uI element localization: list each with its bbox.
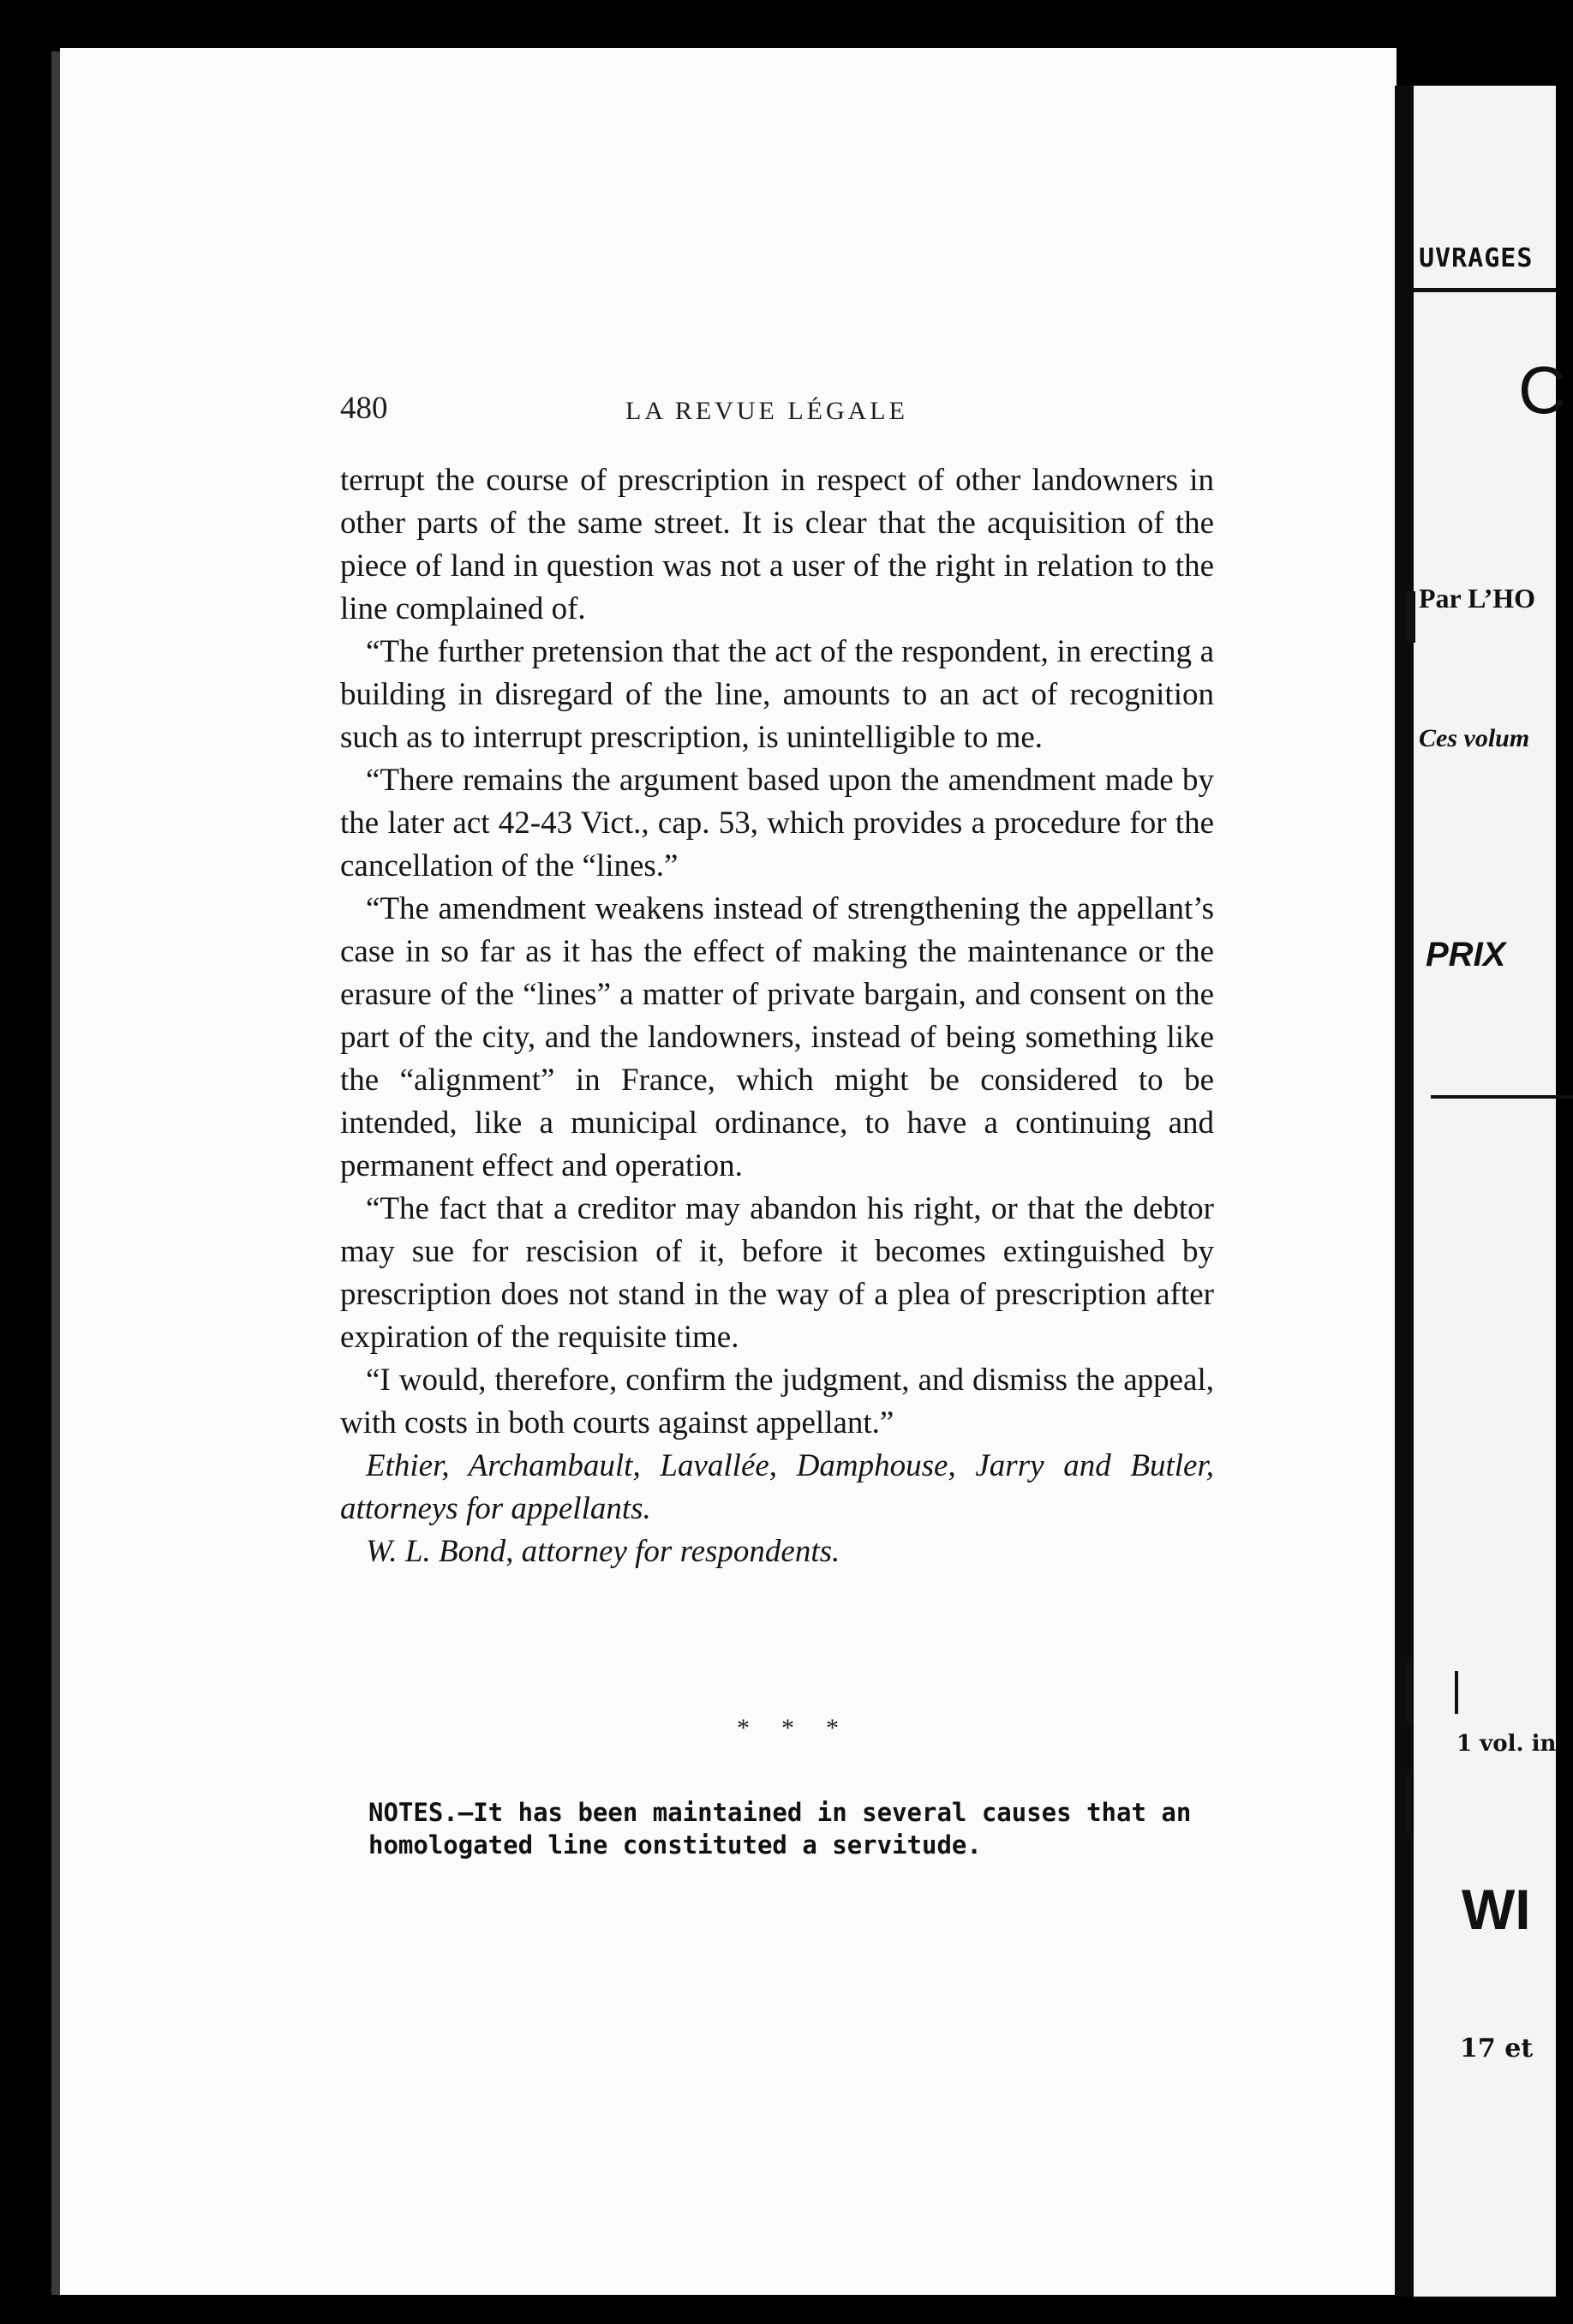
notes-text: —It has been maintained in several causes that an homologated line constituted a servitude. xyxy=(368,1798,1192,1860)
attorneys-appellants: Ethier, Archambault, Lavallée, Damphouse, Jarry and Butler, attorneys for appellants. xyxy=(340,1448,1214,1526)
next-page-fragment xyxy=(1414,86,1567,2297)
page-gutter xyxy=(1395,86,1414,2297)
fragment-line-4: Ces volum xyxy=(1419,724,1530,752)
paragraph-6: “I would, therefore, confirm the judgment, and dismiss the appeal, with costs in both courts against appellant.” xyxy=(340,1363,1214,1441)
page-number: 480 xyxy=(340,391,388,426)
fragment-rule xyxy=(1414,288,1556,292)
fragment-line-5: PRIX xyxy=(1426,936,1506,973)
separator-star: * xyxy=(781,1714,794,1742)
fragment-line-6: 1 vol. in xyxy=(1456,1731,1557,1757)
paragraph-4: “The amendment weakens instead of strengthening the appellant’s case in so far as it has the effect of making the maintenance or the erasure of the “lines” a matter of private bargain, and consent on the part of the city, and the landowners, instead of being something like the “alignment” in France, which might be considered to be intended, like a municipal ordinance, to have a continuing and permanent effect and operation. xyxy=(340,891,1214,1183)
journal-title: LA REVUE LÉGALE xyxy=(625,397,908,425)
paragraph-1: terrupt the course of prescription in respect of other landowners in other parts of the same street. It is clear that the acquisition of the piece of land in question was not a user of the right in relation to the line complained of. xyxy=(340,463,1214,626)
fragment-line-1: UVRAGES xyxy=(1419,243,1534,273)
notes-block xyxy=(368,1796,1208,1861)
fragment-line-3: Par L’HO xyxy=(1419,583,1536,614)
paragraph-5: “The fact that a creditor may abandon his right, or that the debtor may sue for rescision of it, before it becomes extinguished by prescription does not stand in the way of a plea of prescription after expiration of the requisite time. xyxy=(340,1191,1214,1355)
scan-mark xyxy=(1455,1671,1458,1714)
notes-lead: NOTES. xyxy=(368,1798,458,1827)
body-text xyxy=(340,459,1214,1573)
fragment-line-7: WI xyxy=(1462,1878,1531,1941)
scan-bottom-edge xyxy=(51,2297,1556,2324)
fragment-line-8: 17 et xyxy=(1460,2034,1534,2063)
scan-mark xyxy=(1407,591,1415,643)
separator-star: * xyxy=(737,1714,750,1742)
scan-mark xyxy=(1405,1662,1412,1722)
separator-star: * xyxy=(826,1714,839,1742)
fragment-rule xyxy=(1431,1095,1573,1099)
section-separator xyxy=(0,1714,1556,1748)
attorneys-respondents: W. L. Bond, attorney for respondents. xyxy=(366,1534,840,1569)
fragment-line-2: C xyxy=(1518,352,1567,428)
paragraph-3: “There remains the argument based upon the amendment made by the later act 42-43 Vict., cap. 53, which provides a procedure for the cancellation of the “lines.” xyxy=(340,763,1214,883)
scan-mark xyxy=(1405,1774,1410,1834)
paragraph-2: “The further pretension that the act of the respondent, in erecting a building in disregard of the line, amounts to an act of recognition such as to interrupt prescription, is unintelligible to me. xyxy=(340,634,1214,755)
